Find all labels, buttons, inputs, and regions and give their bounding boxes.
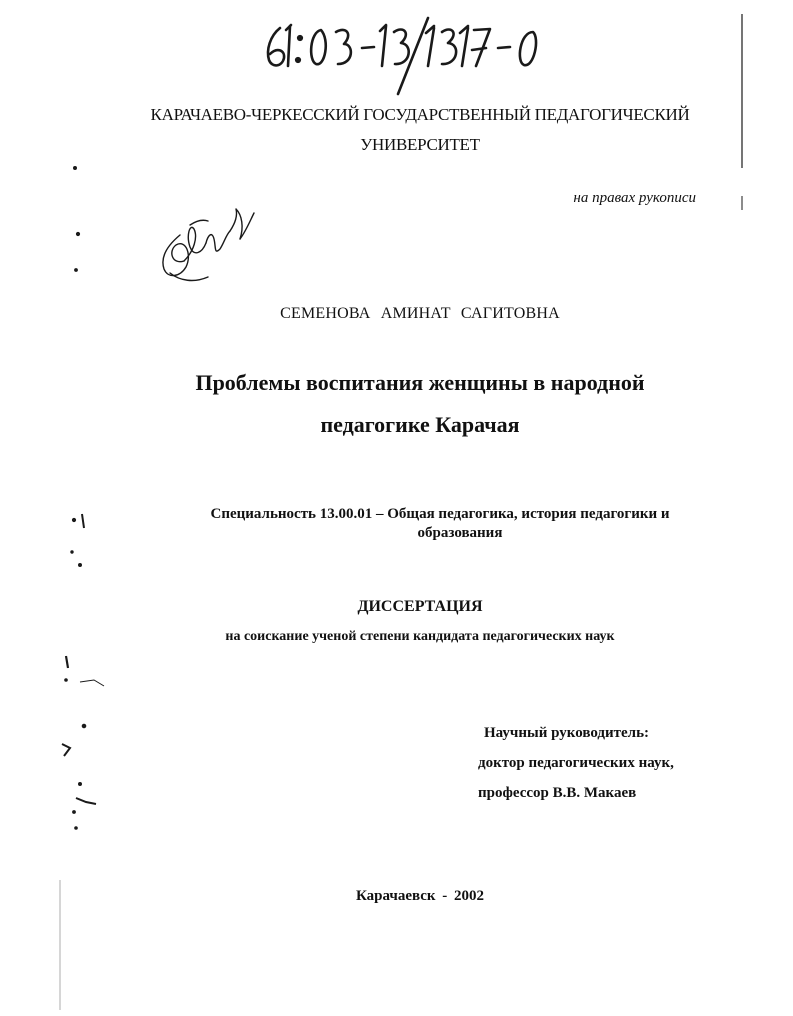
speck bbox=[65, 679, 68, 682]
signature-drawing bbox=[150, 195, 260, 290]
speck bbox=[79, 564, 82, 567]
specialty-line-1: Специальность 13.00.01 – Общая педагогика, история педагогики и bbox=[210, 506, 670, 522]
specialty-line-2: образования bbox=[417, 525, 503, 541]
speck bbox=[75, 827, 78, 830]
manuscript-note: на правах рукописи bbox=[573, 190, 696, 206]
speck bbox=[75, 269, 78, 272]
speck bbox=[74, 167, 77, 170]
speck bbox=[79, 783, 82, 786]
archive-code-drawing bbox=[258, 10, 558, 100]
speck bbox=[72, 518, 75, 521]
author-name: СЕМЕНОВА АМИНАТ САГИТОВНА bbox=[280, 305, 560, 322]
supervisor-title: доктор педагогических наук, bbox=[478, 755, 674, 771]
speck bbox=[76, 232, 79, 235]
document-type: ДИССЕРТАЦИЯ bbox=[357, 598, 483, 615]
archive-code-handwriting bbox=[258, 10, 558, 100]
speck bbox=[73, 811, 76, 814]
speck bbox=[76, 798, 96, 804]
dissertation-title bbox=[100, 362, 740, 446]
speck bbox=[82, 724, 86, 728]
title-line-1: Проблемы воспитания женщины в народной bbox=[195, 370, 645, 395]
signature bbox=[150, 195, 260, 290]
speck bbox=[71, 551, 73, 553]
university-line-2: УНИВЕРСИТЕТ bbox=[360, 135, 480, 154]
speck bbox=[66, 656, 68, 668]
title-line-2: педагогике Карачая bbox=[320, 412, 520, 437]
place-year: Карачаевск - 2002 bbox=[355, 888, 485, 904]
speck bbox=[80, 680, 104, 686]
specialty bbox=[160, 505, 720, 543]
speck bbox=[62, 744, 70, 756]
university-name bbox=[100, 100, 740, 160]
university-line-1: КАРАЧАЕВО-ЧЕРКЕССКИЙ ГОСУДАРСТВЕННЫЙ ПЕДАГОГИЧЕСКИЙ bbox=[150, 105, 690, 124]
degree-sought: на соискание ученой степени кандидата педагогических наук bbox=[225, 629, 615, 644]
supervisor-block bbox=[478, 718, 778, 808]
supervisor-name: профессор В.В. Макаев bbox=[478, 785, 637, 801]
speck bbox=[82, 514, 84, 528]
supervisor-role: Научный руководитель: bbox=[484, 725, 649, 741]
